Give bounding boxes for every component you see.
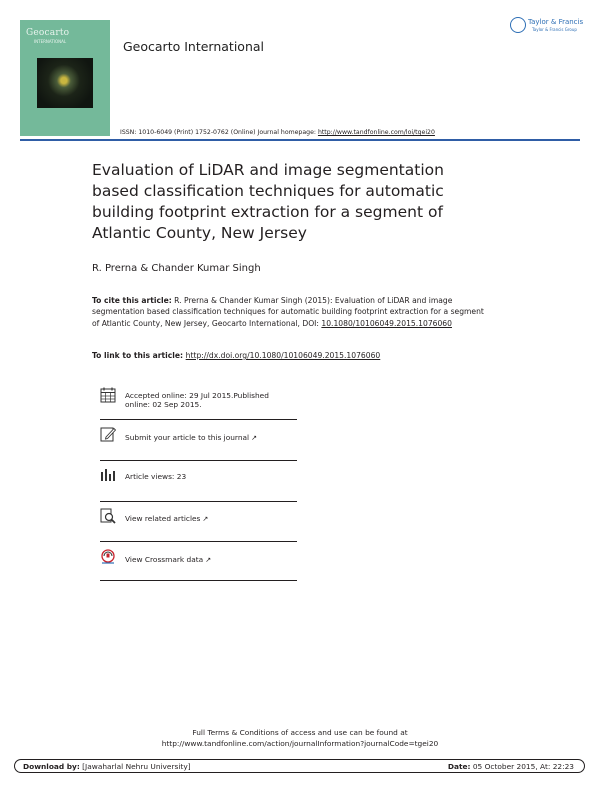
article-views-text: Article views: 23 bbox=[125, 472, 187, 481]
external-link-icon: ↗ bbox=[251, 434, 257, 442]
related-articles-icon bbox=[100, 508, 116, 524]
submit-article-link[interactable] bbox=[125, 433, 285, 443]
article-views-item bbox=[100, 465, 297, 503]
cover-title: Geocarto bbox=[26, 28, 70, 38]
download-info-bar bbox=[14, 759, 585, 773]
divider bbox=[100, 419, 297, 420]
publisher-logo-subtext: Taylor & Francis Group bbox=[532, 27, 577, 32]
edit-icon bbox=[100, 426, 116, 442]
divider bbox=[100, 501, 297, 502]
terms-line: Full Terms & Conditions of access and use can be found at bbox=[192, 728, 408, 737]
cover-subtitle: INTERNATIONAL bbox=[34, 39, 67, 44]
submit-article-label: Submit your article to this journal bbox=[125, 433, 250, 442]
cite-doi-link[interactable]: 10.1080/10106049.2015.1076060 bbox=[321, 318, 452, 328]
terms-url[interactable]: http://www.tandfonline.com/action/journalInformation?journalCode=tgei20 bbox=[161, 739, 439, 748]
article-title: Evaluation of LiDAR and image segmentation based classification techniques for automatic building footprint extraction for a segment of Atlantic County, New Jersey bbox=[92, 161, 444, 242]
citation-block bbox=[92, 295, 492, 329]
calendar-icon bbox=[100, 387, 116, 403]
divider bbox=[100, 541, 297, 542]
download-date-label: Date: bbox=[447, 762, 471, 771]
article-authors: R. Prerna & Chander Kumar Singh bbox=[92, 263, 261, 274]
terms-notice bbox=[0, 727, 600, 749]
accepted-item bbox=[100, 386, 297, 422]
related-articles-label: View related articles bbox=[125, 514, 201, 523]
divider bbox=[100, 580, 297, 581]
downloaded-by bbox=[23, 762, 191, 771]
divider bbox=[100, 460, 297, 461]
external-link-icon: ↗ bbox=[205, 556, 212, 564]
publisher-logo-text: Taylor & Francis bbox=[528, 18, 584, 26]
journal-name: Geocarto International bbox=[123, 39, 264, 54]
cite-label: To cite this article: bbox=[92, 296, 172, 305]
crossmark-icon bbox=[100, 549, 116, 565]
accepted-text: Accepted online: 29 Jul 2015.Published online: 02 Sep 2015. bbox=[125, 391, 269, 410]
cite-text: R. Prerna & Chander Kumar Singh (2015): Evaluation of LiDAR and image segmentation based classification techniques for automatic building footprint extraction for a segment of Atlantic County, New Jersey, Geocarto International, DOI: bbox=[92, 296, 484, 328]
download-date-value: 05 October 2015, At: 22:23 bbox=[470, 762, 574, 771]
related-articles-item[interactable] bbox=[100, 506, 297, 544]
crossmark-link[interactable] bbox=[125, 555, 285, 565]
crossmark-item[interactable] bbox=[100, 547, 297, 583]
crossmark-label: View Crossmark data bbox=[125, 555, 204, 564]
publisher-logo-icon bbox=[510, 17, 526, 33]
downloaded-by-label: Download by: bbox=[23, 762, 80, 771]
submit-article-item[interactable] bbox=[100, 425, 297, 463]
header-rule bbox=[20, 139, 580, 141]
bar-chart-icon bbox=[100, 466, 116, 482]
external-link-icon: ↗ bbox=[202, 515, 209, 523]
journal-cover-thumbnail[interactable] bbox=[20, 20, 110, 136]
article-link-line bbox=[92, 351, 380, 360]
cover-image bbox=[37, 58, 93, 108]
downloaded-by-value: [Jawaharlal Nehru University] bbox=[79, 762, 191, 771]
link-label: To link to this article: bbox=[92, 351, 186, 360]
download-date bbox=[448, 762, 574, 771]
issn-text: ISSN: 1010-6049 (Print) 1752-0762 (Online) Journal homepage: bbox=[120, 129, 318, 136]
publisher-logo[interactable] bbox=[510, 16, 586, 36]
issn-line bbox=[120, 129, 435, 136]
article-doi-link[interactable]: http://dx.doi.org/10.1080/10106049.2015.1076060 bbox=[185, 351, 381, 360]
related-articles-link[interactable] bbox=[125, 514, 285, 524]
journal-homepage-link[interactable]: http://www.tandfonline.com/loi/tgei20 bbox=[317, 129, 435, 136]
